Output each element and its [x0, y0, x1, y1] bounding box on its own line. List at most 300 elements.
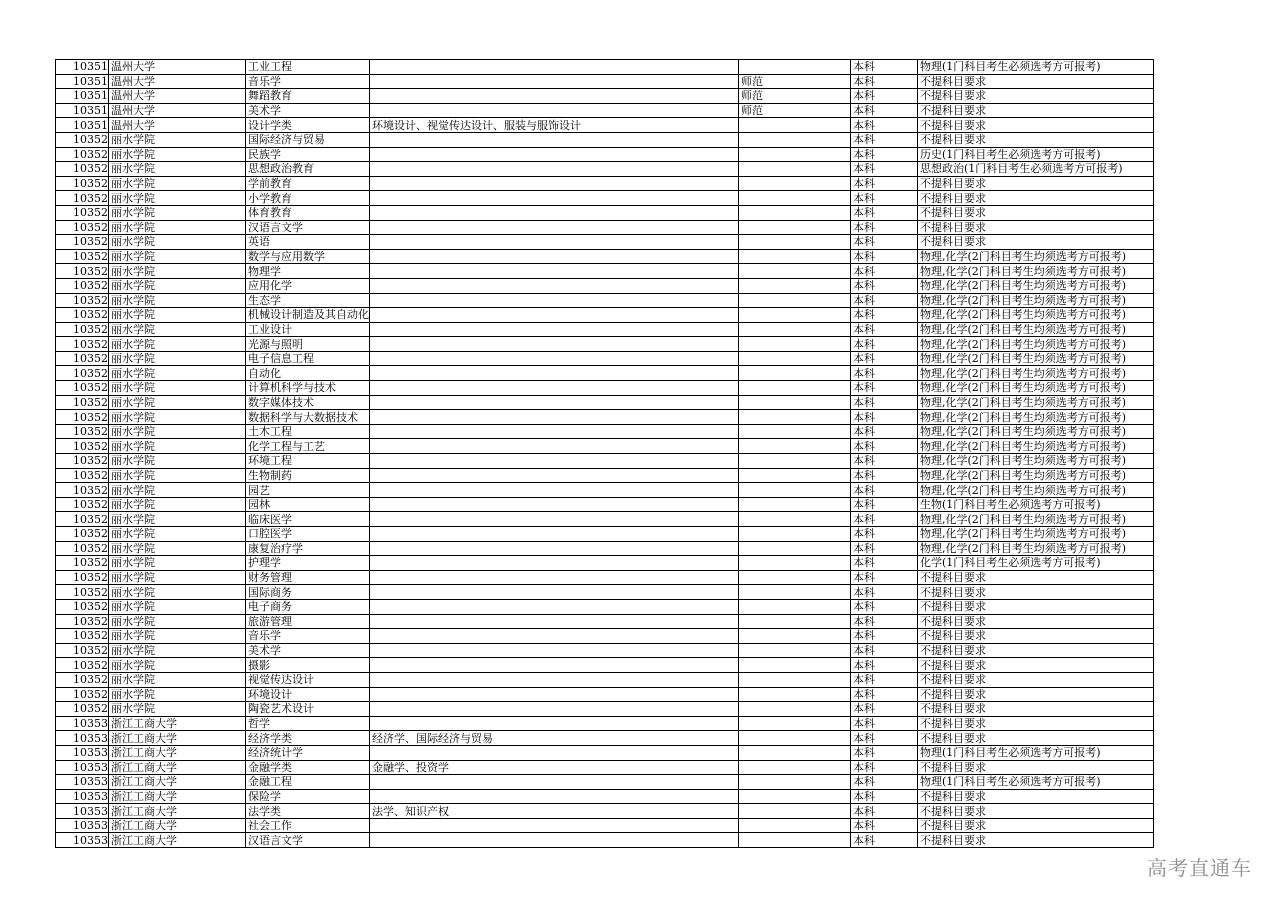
major-name-cell: 应用化学	[246, 278, 370, 293]
note-cell: 师范	[739, 103, 851, 118]
included-majors-cell	[370, 629, 739, 644]
subject-requirement-cell: 物理(1门科目考生必须选考方可报考)	[918, 745, 1154, 760]
subject-requirement-cell: 不提科目要求	[918, 585, 1154, 600]
school-code-cell: 10352	[56, 643, 109, 658]
school-name-cell: 丽水学院	[109, 381, 246, 396]
table-row	[56, 760, 1154, 775]
school-name-cell: 温州大学	[109, 89, 246, 104]
note-cell	[739, 672, 851, 687]
school-code-cell: 10353	[56, 716, 109, 731]
level-cell: 本科	[851, 833, 918, 848]
note-cell: 师范	[739, 89, 851, 104]
subject-requirement-cell: 不提科目要求	[918, 74, 1154, 89]
note-cell	[739, 205, 851, 220]
included-majors-cell	[370, 74, 739, 89]
school-name-cell: 浙江工商大学	[109, 804, 246, 819]
school-name-cell: 丽水学院	[109, 512, 246, 527]
level-cell: 本科	[851, 745, 918, 760]
school-name-cell: 丽水学院	[109, 439, 246, 454]
subject-requirement-cell: 不提科目要求	[918, 191, 1154, 206]
note-cell	[739, 760, 851, 775]
school-name-cell: 丽水学院	[109, 658, 246, 673]
included-majors-cell	[370, 395, 739, 410]
level-cell: 本科	[851, 74, 918, 89]
note-cell	[739, 132, 851, 147]
included-majors-cell	[370, 293, 739, 308]
subject-requirement-cell: 不提科目要求	[918, 89, 1154, 104]
level-cell: 本科	[851, 132, 918, 147]
school-code-cell: 10352	[56, 468, 109, 483]
included-majors-cell	[370, 205, 739, 220]
subject-requirement-cell: 不提科目要求	[918, 614, 1154, 629]
table-row	[56, 118, 1154, 133]
level-cell: 本科	[851, 322, 918, 337]
included-majors-cell	[370, 672, 739, 687]
table-row	[56, 264, 1154, 279]
level-cell: 本科	[851, 585, 918, 600]
table-row	[56, 176, 1154, 191]
level-cell: 本科	[851, 103, 918, 118]
included-majors-cell	[370, 687, 739, 702]
subject-requirement-cell: 物理,化学(2门科目考生均须选考方可报考)	[918, 512, 1154, 527]
note-cell	[739, 775, 851, 790]
included-majors-cell	[370, 176, 739, 191]
major-name-cell: 土木工程	[246, 424, 370, 439]
school-name-cell: 丽水学院	[109, 541, 246, 556]
subject-requirement-cell: 不提科目要求	[918, 629, 1154, 644]
major-name-cell: 机械设计制造及其自动化	[246, 308, 370, 323]
note-cell	[739, 381, 851, 396]
major-name-cell: 保险学	[246, 789, 370, 804]
school-name-cell: 丽水学院	[109, 235, 246, 250]
note-cell	[739, 818, 851, 833]
major-name-cell: 数据科学与大数据技术	[246, 410, 370, 425]
subject-requirement-cell: 物理,化学(2门科目考生均须选考方可报考)	[918, 366, 1154, 381]
table-row	[56, 716, 1154, 731]
table-row	[56, 483, 1154, 498]
school-name-cell: 丽水学院	[109, 147, 246, 162]
school-name-cell: 温州大学	[109, 60, 246, 75]
note-cell	[739, 454, 851, 469]
table-row	[56, 804, 1154, 819]
level-cell: 本科	[851, 629, 918, 644]
included-majors-cell	[370, 322, 739, 337]
table-row	[56, 556, 1154, 571]
table-row	[56, 745, 1154, 760]
included-majors-cell	[370, 789, 739, 804]
included-majors-cell	[370, 658, 739, 673]
school-code-cell: 10352	[56, 293, 109, 308]
subject-requirement-cell: 物理,化学(2门科目考生均须选考方可报考)	[918, 308, 1154, 323]
level-cell: 本科	[851, 147, 918, 162]
table-row	[56, 643, 1154, 658]
major-name-cell: 学前教育	[246, 176, 370, 191]
note-cell	[739, 293, 851, 308]
subject-requirement-cell: 物理,化学(2门科目考生均须选考方可报考)	[918, 249, 1154, 264]
level-cell: 本科	[851, 60, 918, 75]
table-row	[56, 439, 1154, 454]
school-code-cell: 10352	[56, 702, 109, 717]
school-code-cell: 10352	[56, 132, 109, 147]
level-cell: 本科	[851, 410, 918, 425]
major-name-cell: 陶瓷艺术设计	[246, 702, 370, 717]
school-code-cell: 10352	[56, 629, 109, 644]
school-code-cell: 10352	[56, 366, 109, 381]
major-name-cell: 物理学	[246, 264, 370, 279]
table-row	[56, 89, 1154, 104]
level-cell: 本科	[851, 614, 918, 629]
school-name-cell: 丽水学院	[109, 556, 246, 571]
table-row	[56, 541, 1154, 556]
school-name-cell: 温州大学	[109, 74, 246, 89]
school-name-cell: 丽水学院	[109, 220, 246, 235]
school-code-cell: 10352	[56, 497, 109, 512]
subject-requirement-cell: 化学(1门科目考生必须选考方可报考)	[918, 556, 1154, 571]
major-name-cell: 音乐学	[246, 74, 370, 89]
major-name-cell: 国际经济与贸易	[246, 132, 370, 147]
school-name-cell: 丽水学院	[109, 162, 246, 177]
subject-requirement-cell: 不提科目要求	[918, 570, 1154, 585]
included-majors-cell	[370, 643, 739, 658]
level-cell: 本科	[851, 351, 918, 366]
school-name-cell: 丽水学院	[109, 614, 246, 629]
note-cell	[739, 512, 851, 527]
level-cell: 本科	[851, 337, 918, 352]
subject-requirement-cell: 物理,化学(2门科目考生均须选考方可报考)	[918, 541, 1154, 556]
table-row	[56, 672, 1154, 687]
level-cell: 本科	[851, 205, 918, 220]
school-code-cell: 10351	[56, 118, 109, 133]
note-cell: 师范	[739, 74, 851, 89]
table-row	[56, 527, 1154, 542]
school-name-cell: 丽水学院	[109, 410, 246, 425]
major-name-cell: 小学教育	[246, 191, 370, 206]
note-cell	[739, 556, 851, 571]
major-name-cell: 工业工程	[246, 60, 370, 75]
school-name-cell: 丽水学院	[109, 702, 246, 717]
subject-requirement-cell: 物理,化学(2门科目考生均须选考方可报考)	[918, 322, 1154, 337]
included-majors-cell	[370, 702, 739, 717]
table-row	[56, 293, 1154, 308]
school-code-cell: 10353	[56, 745, 109, 760]
table-row	[56, 366, 1154, 381]
level-cell: 本科	[851, 556, 918, 571]
level-cell: 本科	[851, 235, 918, 250]
table-row	[56, 702, 1154, 717]
school-name-cell: 丽水学院	[109, 249, 246, 264]
school-code-cell: 10353	[56, 731, 109, 746]
major-name-cell: 电子商务	[246, 599, 370, 614]
subject-requirement-cell: 物理,化学(2门科目考生均须选考方可报考)	[918, 264, 1154, 279]
table-row	[56, 351, 1154, 366]
school-code-cell: 10353	[56, 804, 109, 819]
level-cell: 本科	[851, 804, 918, 819]
subject-requirement-cell: 生物(1门科目考生必须选考方可报考)	[918, 497, 1154, 512]
level-cell: 本科	[851, 89, 918, 104]
school-code-cell: 10352	[56, 672, 109, 687]
school-code-cell: 10353	[56, 818, 109, 833]
school-name-cell: 浙江工商大学	[109, 818, 246, 833]
level-cell: 本科	[851, 658, 918, 673]
school-code-cell: 10352	[56, 205, 109, 220]
school-code-cell: 10351	[56, 103, 109, 118]
included-majors-cell	[370, 527, 739, 542]
school-code-cell: 10352	[56, 614, 109, 629]
school-name-cell: 丽水学院	[109, 366, 246, 381]
subject-requirement-cell: 不提科目要求	[918, 118, 1154, 133]
included-majors-cell	[370, 351, 739, 366]
note-cell	[739, 337, 851, 352]
included-majors-cell	[370, 308, 739, 323]
school-name-cell: 丽水学院	[109, 585, 246, 600]
table-row	[56, 658, 1154, 673]
major-name-cell: 体育教育	[246, 205, 370, 220]
subject-requirement-cell: 不提科目要求	[918, 643, 1154, 658]
school-name-cell: 丽水学院	[109, 205, 246, 220]
school-name-cell: 丽水学院	[109, 497, 246, 512]
table-row	[56, 570, 1154, 585]
note-cell	[739, 162, 851, 177]
table-row	[56, 60, 1154, 75]
note-cell	[739, 702, 851, 717]
level-cell: 本科	[851, 381, 918, 396]
major-name-cell: 美术学	[246, 103, 370, 118]
note-cell	[739, 599, 851, 614]
table-row	[56, 818, 1154, 833]
school-code-cell: 10352	[56, 410, 109, 425]
school-code-cell: 10352	[56, 278, 109, 293]
school-code-cell: 10352	[56, 541, 109, 556]
school-name-cell: 浙江工商大学	[109, 775, 246, 790]
school-name-cell: 丽水学院	[109, 191, 246, 206]
subject-requirement-cell: 物理(1门科目考生必须选考方可报考)	[918, 60, 1154, 75]
included-majors-cell: 经济学、国际经济与贸易	[370, 731, 739, 746]
major-name-cell: 舞蹈教育	[246, 89, 370, 104]
subject-requirement-cell: 物理,化学(2门科目考生均须选考方可报考)	[918, 381, 1154, 396]
major-name-cell: 护理学	[246, 556, 370, 571]
school-code-cell: 10352	[56, 235, 109, 250]
subject-requirement-cell: 物理,化学(2门科目考生均须选考方可报考)	[918, 293, 1154, 308]
school-name-cell: 浙江工商大学	[109, 789, 246, 804]
note-cell	[739, 351, 851, 366]
school-name-cell: 丽水学院	[109, 337, 246, 352]
table-row	[56, 235, 1154, 250]
school-name-cell: 丽水学院	[109, 570, 246, 585]
included-majors-cell	[370, 614, 739, 629]
table-row	[56, 629, 1154, 644]
level-cell: 本科	[851, 395, 918, 410]
subject-requirement-cell: 不提科目要求	[918, 176, 1154, 191]
level-cell: 本科	[851, 527, 918, 542]
note-cell	[739, 483, 851, 498]
included-majors-cell	[370, 775, 739, 790]
table-row	[56, 599, 1154, 614]
major-name-cell: 社会工作	[246, 818, 370, 833]
table-row	[56, 74, 1154, 89]
note-cell	[739, 643, 851, 658]
school-name-cell: 温州大学	[109, 103, 246, 118]
note-cell	[739, 468, 851, 483]
school-code-cell: 10352	[56, 264, 109, 279]
note-cell	[739, 147, 851, 162]
note-cell	[739, 804, 851, 819]
school-code-cell: 10352	[56, 147, 109, 162]
school-name-cell: 丽水学院	[109, 643, 246, 658]
table-row	[56, 468, 1154, 483]
level-cell: 本科	[851, 439, 918, 454]
major-name-cell: 英语	[246, 235, 370, 250]
note-cell	[739, 614, 851, 629]
major-name-cell: 汉语言文学	[246, 833, 370, 848]
school-code-cell: 10352	[56, 527, 109, 542]
major-name-cell: 设计学类	[246, 118, 370, 133]
subject-requirement-cell: 不提科目要求	[918, 103, 1154, 118]
major-name-cell: 数学与应用数学	[246, 249, 370, 264]
major-name-cell: 国际商务	[246, 585, 370, 600]
included-majors-cell	[370, 468, 739, 483]
school-code-cell: 10352	[56, 687, 109, 702]
table-row	[56, 395, 1154, 410]
note-cell	[739, 235, 851, 250]
school-name-cell: 丽水学院	[109, 483, 246, 498]
note-cell	[739, 789, 851, 804]
table-row	[56, 220, 1154, 235]
note-cell	[739, 541, 851, 556]
level-cell: 本科	[851, 424, 918, 439]
major-name-cell: 计算机科学与技术	[246, 381, 370, 396]
school-name-cell: 浙江工商大学	[109, 716, 246, 731]
note-cell	[739, 585, 851, 600]
school-code-cell: 10351	[56, 74, 109, 89]
major-name-cell: 口腔医学	[246, 527, 370, 542]
included-majors-cell	[370, 264, 739, 279]
subject-requirement-cell: 不提科目要求	[918, 818, 1154, 833]
subject-requirement-cell: 不提科目要求	[918, 235, 1154, 250]
level-cell: 本科	[851, 162, 918, 177]
note-cell	[739, 176, 851, 191]
note-cell	[739, 833, 851, 848]
table-row	[56, 162, 1154, 177]
level-cell: 本科	[851, 818, 918, 833]
major-name-cell: 园艺	[246, 483, 370, 498]
school-code-cell: 10353	[56, 833, 109, 848]
school-name-cell: 丽水学院	[109, 527, 246, 542]
major-name-cell: 思想政治教育	[246, 162, 370, 177]
note-cell	[739, 118, 851, 133]
level-cell: 本科	[851, 454, 918, 469]
table-row	[56, 322, 1154, 337]
level-cell: 本科	[851, 264, 918, 279]
table-row	[56, 512, 1154, 527]
school-name-cell: 丽水学院	[109, 322, 246, 337]
included-majors-cell	[370, 235, 739, 250]
school-code-cell: 10352	[56, 191, 109, 206]
school-code-cell: 10352	[56, 176, 109, 191]
table-row	[56, 308, 1154, 323]
included-majors-cell	[370, 337, 739, 352]
note-cell	[739, 731, 851, 746]
major-name-cell: 临床医学	[246, 512, 370, 527]
major-name-cell: 光源与照明	[246, 337, 370, 352]
table-row	[56, 337, 1154, 352]
school-name-cell: 丽水学院	[109, 599, 246, 614]
subject-requirement-cell: 不提科目要求	[918, 833, 1154, 848]
level-cell: 本科	[851, 570, 918, 585]
subject-requirement-cell: 物理,化学(2门科目考生均须选考方可报考)	[918, 454, 1154, 469]
level-cell: 本科	[851, 731, 918, 746]
level-cell: 本科	[851, 672, 918, 687]
table-row	[56, 497, 1154, 512]
included-majors-cell	[370, 60, 739, 75]
subject-requirement-cell: 不提科目要求	[918, 716, 1154, 731]
level-cell: 本科	[851, 687, 918, 702]
school-code-cell: 10353	[56, 789, 109, 804]
included-majors-cell	[370, 103, 739, 118]
table-row	[56, 103, 1154, 118]
table-row	[56, 410, 1154, 425]
major-name-cell: 园林	[246, 497, 370, 512]
subject-requirement-cell: 物理,化学(2门科目考生均须选考方可报考)	[918, 439, 1154, 454]
major-name-cell: 经济学类	[246, 731, 370, 746]
note-cell	[739, 191, 851, 206]
note-cell	[739, 527, 851, 542]
school-code-cell: 10352	[56, 395, 109, 410]
note-cell	[739, 629, 851, 644]
major-name-cell: 哲学	[246, 716, 370, 731]
subject-requirement-cell: 不提科目要求	[918, 687, 1154, 702]
included-majors-cell	[370, 716, 739, 731]
note-cell	[739, 687, 851, 702]
major-name-cell: 法学类	[246, 804, 370, 819]
note-cell	[739, 439, 851, 454]
major-name-cell: 生态学	[246, 293, 370, 308]
level-cell: 本科	[851, 702, 918, 717]
level-cell: 本科	[851, 366, 918, 381]
included-majors-cell	[370, 278, 739, 293]
note-cell	[739, 570, 851, 585]
table-row	[56, 614, 1154, 629]
note-cell	[739, 424, 851, 439]
included-majors-cell	[370, 541, 739, 556]
school-name-cell: 丽水学院	[109, 351, 246, 366]
subject-requirement-cell: 物理,化学(2门科目考生均须选考方可报考)	[918, 483, 1154, 498]
subject-requirement-cell: 不提科目要求	[918, 220, 1154, 235]
included-majors-cell	[370, 570, 739, 585]
subject-requirement-cell: 不提科目要求	[918, 702, 1154, 717]
note-cell	[739, 249, 851, 264]
subject-requirement-cell: 物理,化学(2门科目考生均须选考方可报考)	[918, 278, 1154, 293]
school-code-cell: 10352	[56, 162, 109, 177]
subject-requirement-cell: 不提科目要求	[918, 672, 1154, 687]
school-code-cell: 10352	[56, 424, 109, 439]
subject-requirement-cell: 物理(1门科目考生必须选考方可报考)	[918, 775, 1154, 790]
table-row	[56, 249, 1154, 264]
included-majors-cell	[370, 366, 739, 381]
subject-requirement-cell: 物理,化学(2门科目考生均须选考方可报考)	[918, 337, 1154, 352]
level-cell: 本科	[851, 118, 918, 133]
school-name-cell: 丽水学院	[109, 454, 246, 469]
school-code-cell: 10352	[56, 570, 109, 585]
major-name-cell: 生物制药	[246, 468, 370, 483]
major-name-cell: 经济统计学	[246, 745, 370, 760]
school-name-cell: 浙江工商大学	[109, 731, 246, 746]
included-majors-cell	[370, 818, 739, 833]
included-majors-cell	[370, 381, 739, 396]
note-cell	[739, 60, 851, 75]
major-name-cell: 财务管理	[246, 570, 370, 585]
subject-requirement-cell: 物理,化学(2门科目考生均须选考方可报考)	[918, 395, 1154, 410]
table-row	[56, 424, 1154, 439]
